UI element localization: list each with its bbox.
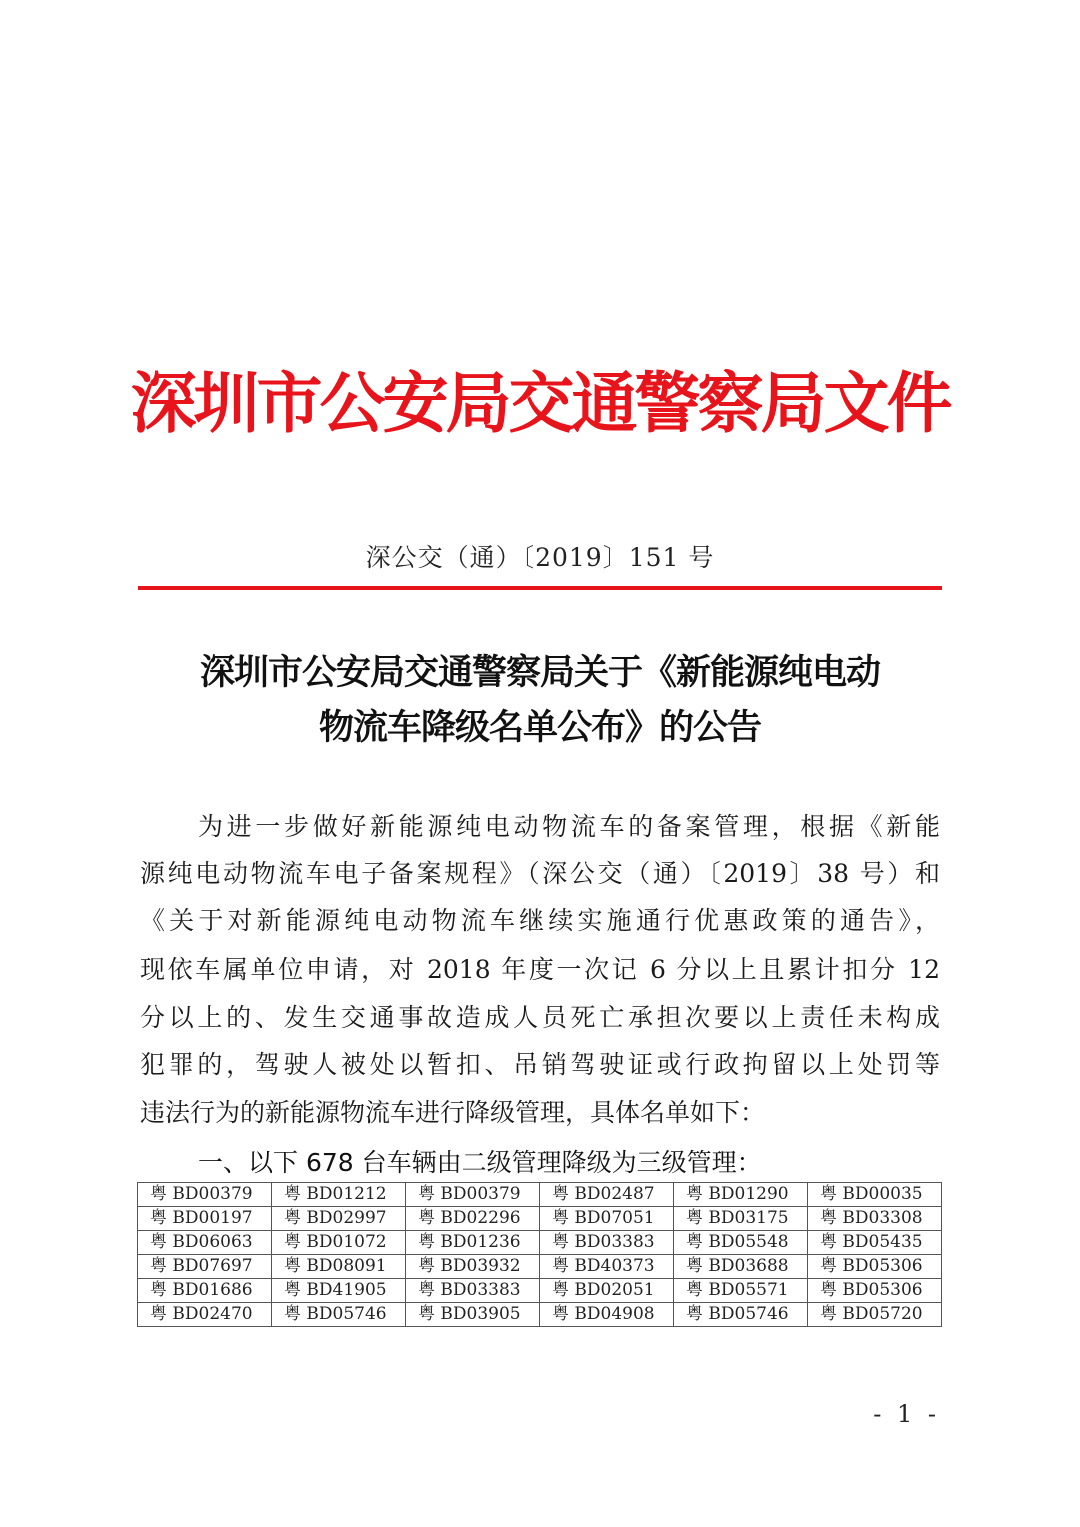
document-title-line-2: 物流车降级名单公布》的公告 [318, 707, 761, 748]
plate-cell: 粤 BD00379 [138, 1183, 272, 1207]
plate-cell: 粤 BD40373 [540, 1255, 674, 1279]
table-row [138, 1303, 942, 1327]
plate-cell: 粤 BD06063 [138, 1231, 272, 1255]
red-divider [138, 586, 942, 590]
plates-table [137, 1182, 942, 1327]
plate-cell: 粤 BD02487 [540, 1183, 674, 1207]
plate-cell: 粤 BD02296 [406, 1207, 540, 1231]
body-paragraph-line: 为进一步做好新能源纯电动物流车的备案管理，根据《新能 [198, 812, 940, 841]
body-paragraph-line: 源纯电动物流车电子备案规程》（深公交（通）〔2019〕38 号）和 [140, 859, 940, 888]
table-row [138, 1183, 942, 1207]
document-title-line-1: 深圳市公安局交通警察局关于《新能源纯电动 [199, 652, 880, 693]
plate-cell: 粤 BD05435 [808, 1231, 942, 1255]
plate-cell: 粤 BD03932 [406, 1255, 540, 1279]
table-row [138, 1255, 942, 1279]
body-paragraph-line: 犯罪的，驾驶人被处以暂扣、吊销驾驶证或行政拘留以上处罚等 [140, 1050, 940, 1079]
plate-cell: 粤 BD03383 [540, 1231, 674, 1255]
plate-cell: 粤 BD04908 [540, 1303, 674, 1327]
plate-cell: 粤 BD05571 [674, 1279, 808, 1303]
plate-cell: 粤 BD01290 [674, 1183, 808, 1207]
plate-cell: 粤 BD00197 [138, 1207, 272, 1231]
body-paragraph-line: 违法行为的新能源物流车进行降级管理，具体名单如下： [140, 1098, 766, 1127]
plate-cell: 粤 BD07697 [138, 1255, 272, 1279]
issuer-masthead: 深圳市公安局交通警察局文件 [130, 364, 950, 442]
plate-cell: 粤 BD00379 [406, 1183, 540, 1207]
plate-cell: 粤 BD05306 [808, 1279, 942, 1303]
table-row [138, 1207, 942, 1231]
plate-cell: 粤 BD01072 [272, 1231, 406, 1255]
plate-cell: 粤 BD07051 [540, 1207, 674, 1231]
body-paragraph-line: 《关于对新能源纯电动物流车继续实施通行优惠政策的通告》， [140, 906, 940, 935]
body-paragraph-line: 现依车属单位申请，对 2018 年度一次记 6 分以上且累计扣分 12 [140, 955, 940, 984]
body-paragraph-line: 分以上的、发生交通事故造成人员死亡承担次要以上责任未构成 [140, 1003, 940, 1032]
plate-cell: 粤 BD03688 [674, 1255, 808, 1279]
table-row [138, 1279, 942, 1303]
plate-cell: 粤 BD02051 [540, 1279, 674, 1303]
plate-cell: 粤 BD05746 [272, 1303, 406, 1327]
plate-cell: 粤 BD03175 [674, 1207, 808, 1231]
plate-cell: 粤 BD02997 [272, 1207, 406, 1231]
plate-cell: 粤 BD08091 [272, 1255, 406, 1279]
plate-cell: 粤 BD05720 [808, 1303, 942, 1327]
plate-cell: 粤 BD02470 [138, 1303, 272, 1327]
plate-cell: 粤 BD03905 [406, 1303, 540, 1327]
section-heading: 一、以下 678 台车辆由二级管理降级为三级管理： [198, 1148, 762, 1177]
document-number: 深公交（通）〔2019〕151 号 [365, 543, 715, 572]
plate-cell: 粤 BD05746 [674, 1303, 808, 1327]
plate-cell: 粤 BD03308 [808, 1207, 942, 1231]
plate-cell: 粤 BD01686 [138, 1279, 272, 1303]
plate-cell: 粤 BD41905 [272, 1279, 406, 1303]
page-number: - 1 - [873, 1400, 940, 1428]
plate-cell: 粤 BD03383 [406, 1279, 540, 1303]
plate-cell: 粤 BD01212 [272, 1183, 406, 1207]
plate-cell: 粤 BD00035 [808, 1183, 942, 1207]
table-row [138, 1231, 942, 1255]
plate-cell: 粤 BD05306 [808, 1255, 942, 1279]
plate-cell: 粤 BD05548 [674, 1231, 808, 1255]
plate-cell: 粤 BD01236 [406, 1231, 540, 1255]
